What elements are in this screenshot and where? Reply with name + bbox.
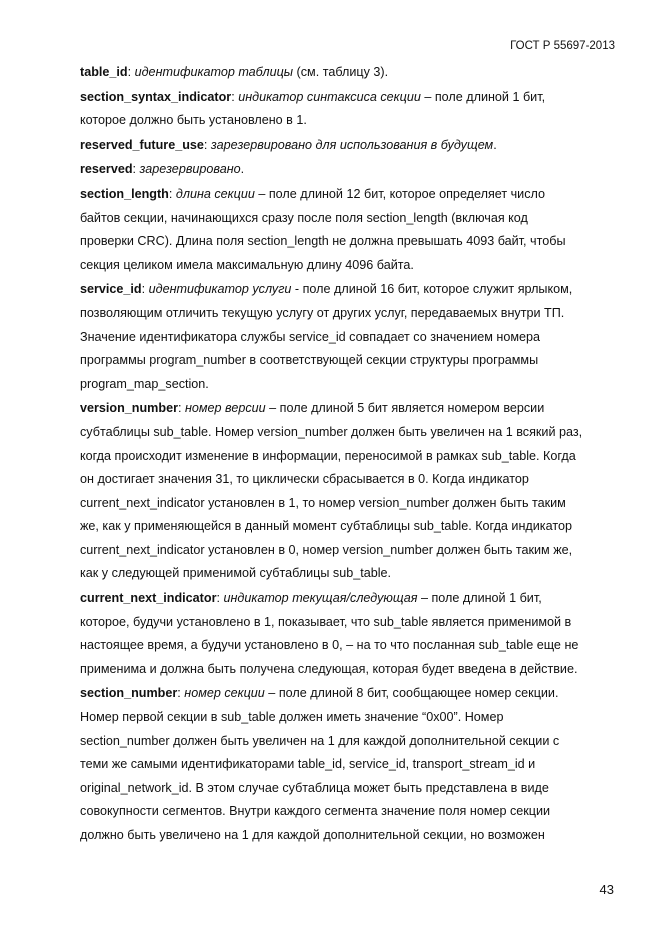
paragraph-line: current_next_indicator: индикатор текущая/следующая – поле длиной 1 бит,	[80, 591, 542, 606]
paragraph-line: настоящее время, а будучи установлено в 0, – на то что посланная sub_table еще не	[80, 638, 579, 653]
field-description: (см. таблицу 3).	[293, 65, 389, 79]
definition-paragraph	[80, 183, 615, 277]
field-description: – поле длиной 1 бит,	[417, 591, 542, 606]
paragraph-line: service_id: идентификатор услуги - поле длиной 16 бит, которое служит ярлыком,	[80, 282, 573, 297]
definition-paragraph	[80, 278, 615, 396]
paragraph-line: которое должно быть установлено в 1.	[80, 113, 307, 128]
field-term: version_number	[80, 401, 178, 416]
field-definition: идентификатор услуги	[148, 282, 292, 297]
paragraph-line: которое, будучи установлено в 1, показывает, что sub_table является применимой в	[80, 614, 572, 629]
paragraph-line: как у следующей применимой субтаблицы sub_table.	[80, 566, 392, 581]
field-term: section_length	[80, 186, 169, 201]
field-term: section_number	[80, 686, 178, 701]
paragraph-line: section_number: номер секции – поле длиной 8 бит, сообщающее номер секции.	[80, 686, 559, 701]
field-term: section_syntax_indicator	[80, 89, 232, 104]
definition-paragraph	[80, 158, 615, 182]
paragraph-line: позволяющим отличить текущую услугу от других услуг, передаваемых внутри ТП.	[80, 305, 565, 320]
field-definition: индикатор текущая/следующая	[223, 591, 418, 606]
paragraph-line: section_length: длина секции – поле длиной 12 бит, которое определяет число	[80, 186, 546, 201]
paragraph-line: original_network_id. В этом случае субтаблица может быть представлена в виде	[80, 780, 549, 795]
field-term: reserved_future_use	[80, 137, 204, 152]
definition-paragraph	[80, 134, 615, 158]
paragraph-line: version_number: номер версии – поле длиной 5 бит является номером версии	[80, 401, 545, 416]
field-definition: зарезервировано для использования в будущем	[210, 137, 494, 152]
definition-paragraph	[80, 682, 615, 847]
paragraph-line: должно быть увеличено на 1 для каждой дополнительной секции, но возможен	[80, 828, 545, 842]
paragraph-line: Значение идентификатора службы service_id совпадает со значением номера	[80, 329, 541, 344]
field-definition: номер версии	[184, 401, 266, 416]
paragraph-line: теми же самыми идентификаторами table_id, service_id, transport_stream_id и	[80, 757, 536, 772]
paragraph-line: section_syntax_indicator: индикатор синтаксиса секции – поле длиной 1 бит,	[80, 89, 546, 104]
field-description: – поле длиной 5 бит является номером версии	[265, 401, 545, 416]
field-definition: номер секции	[184, 686, 265, 701]
paragraph-line: же, как у применяющейся в данный момент субтаблицы sub_table. Когда индикатор	[80, 519, 572, 534]
document-header: ГОСТ Р 55697-2013	[510, 40, 615, 52]
field-description: .	[493, 137, 497, 152]
paragraph-line: table_id: идентификатор таблицы (см. таблицу 3).	[80, 65, 389, 79]
field-term: table_id	[80, 65, 128, 79]
field-description: - поле длиной 16 бит, которое служит ярлыком,	[291, 282, 573, 297]
field-term: service_id	[80, 282, 142, 297]
paragraph-line: секция целиком имела максимальную длину 4096 байта.	[80, 257, 414, 272]
field-description: – поле длиной 12 бит, которое определяет число	[254, 186, 546, 201]
paragraph-line: когда происходит изменение в информации, переносимой в рамках sub_table. Когда	[80, 448, 576, 463]
field-description: .	[240, 162, 245, 177]
paragraph-line: section_number должен быть увеличен на 1 для каждой дополнительной секции с	[80, 733, 560, 748]
definition-paragraph	[80, 397, 615, 586]
paragraph-line: проверки CRC). Длина поля section_length не должна превышать 4093 байт, чтобы	[80, 234, 566, 249]
definition-paragraph	[80, 587, 615, 681]
paragraph-line: current_next_indicator установлен в 0, номер version_number должен быть таким же,	[80, 542, 573, 557]
field-definition: зарезервировано	[139, 162, 241, 177]
paragraph-line: байтов секции, начинающихся сразу после поля section_length (включая код	[80, 210, 528, 225]
definition-paragraph	[80, 86, 615, 133]
paragraph-line: программы program_number в соответствующей секции структуры программы	[80, 353, 539, 368]
field-definition: идентификатор таблицы	[134, 65, 294, 79]
paragraph-line: он достигает значения 31, то циклически сбрасывается в 0. Когда индикатор	[80, 472, 529, 487]
paragraph-line: reserved_future_use: зарезервировано для использования в будущем.	[80, 137, 497, 152]
page-number: 43	[599, 882, 614, 897]
field-description: – поле длиной 8 бит, сообщающее номер секции.	[264, 686, 559, 701]
paragraph-line: program_map_section.	[80, 376, 209, 391]
definition-paragraph	[80, 61, 615, 85]
field-definition: длина секции	[175, 186, 255, 201]
paragraph-line: Номер первой секции в sub_table должен иметь значение “0x00”. Номер	[80, 710, 504, 725]
paragraph-line: reserved: зарезервировано.	[80, 162, 245, 177]
paragraph-line: применима и должна быть получена следующая, которая будет введена в действие.	[80, 661, 578, 676]
field-description: – поле длиной 1 бит,	[420, 89, 546, 104]
paragraph-line: current_next_indicator установлен в 1, то номер version_number должен быть таким	[80, 495, 566, 510]
paragraph-line: субтаблицы sub_table. Номер version_number должен быть увеличен на 1 всякий раз,	[80, 424, 583, 439]
field-term: reserved	[80, 162, 133, 177]
paragraph-line: совокупности сегментов. Внутри каждого сегмента значение поля номер секции	[80, 804, 551, 819]
document-body	[80, 61, 615, 848]
field-term: current_next_indicator	[80, 591, 217, 606]
field-definition: индикатор синтаксиса секции	[238, 89, 421, 104]
